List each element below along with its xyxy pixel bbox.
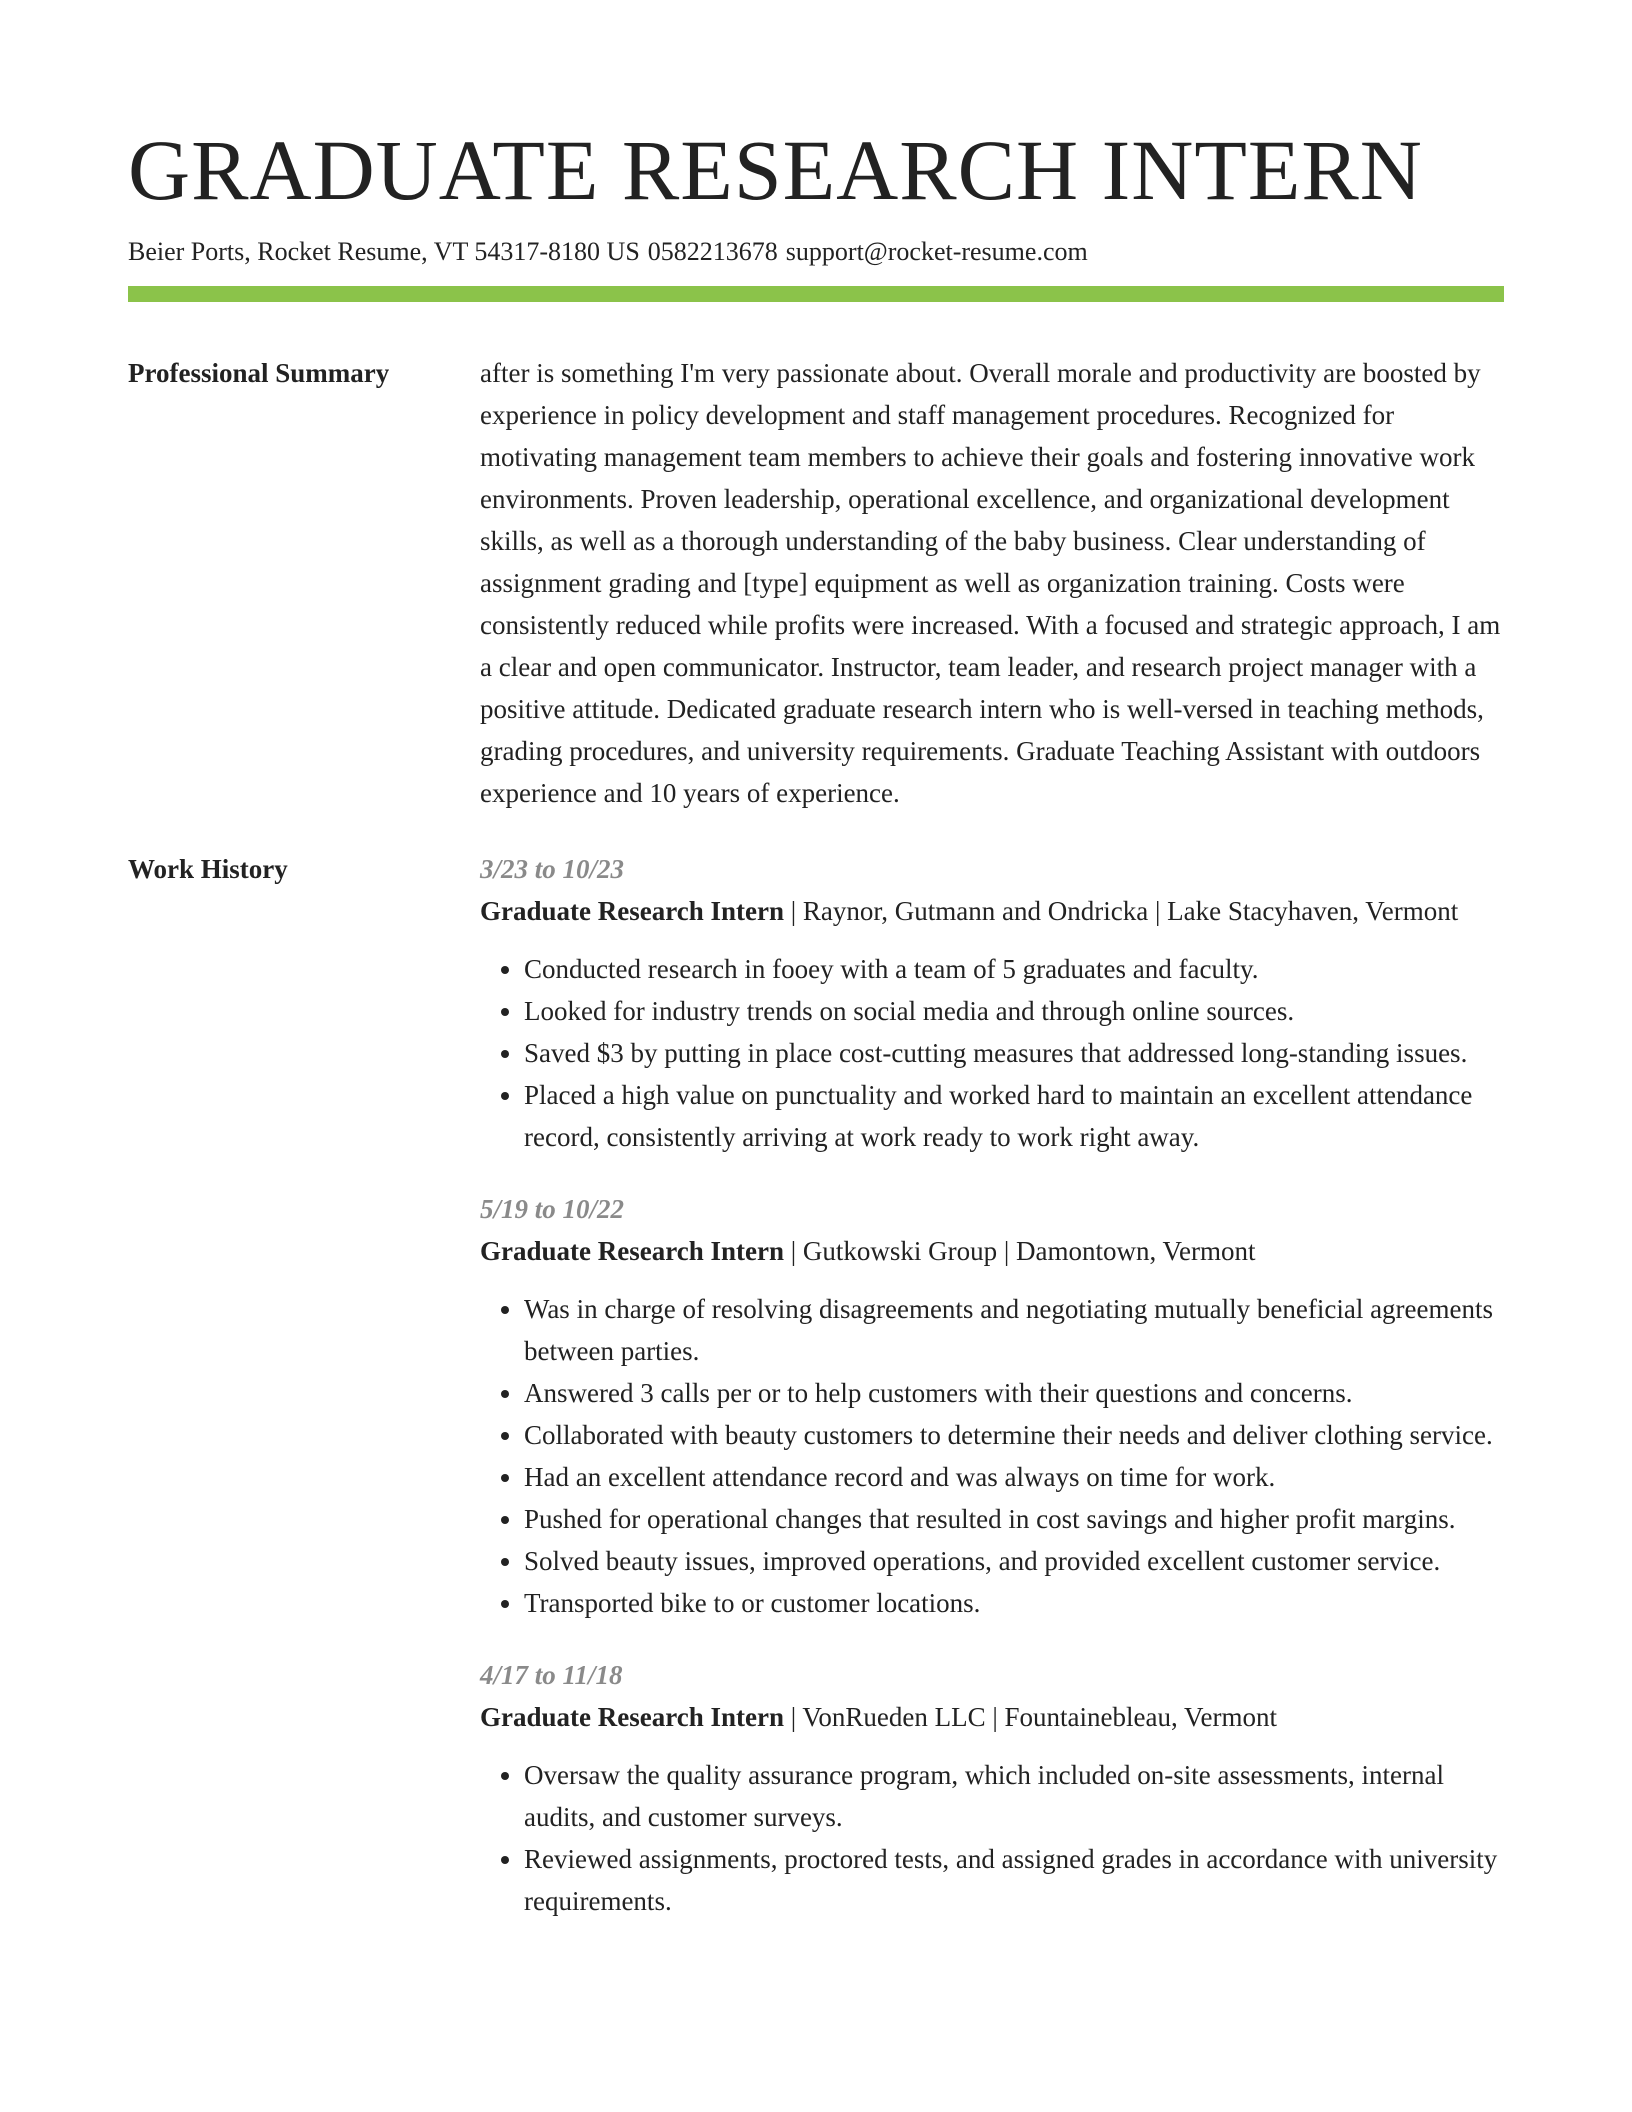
job-bullets	[480, 1288, 1504, 1624]
job-dates: 3/23 to 10/23	[480, 854, 625, 884]
job-title: Graduate Research Intern	[480, 1702, 784, 1732]
resume-title: GRADUATE RESEARCH INTERN	[128, 122, 1423, 218]
job-bullet: • Solved beauty issues, improved operations, and provided excellent customer service.	[524, 1540, 1504, 1582]
job-bullet: • Reviewed assignments, proctored tests, and assigned grades in accordance with university requirements.	[524, 1838, 1504, 1922]
work-history-section	[128, 848, 1504, 1952]
job-heading	[480, 1696, 1504, 1738]
summary-section	[128, 352, 1504, 814]
contact-line	[128, 234, 1504, 270]
job-heading	[480, 890, 1504, 932]
job-dates: 5/19 to 10/22	[480, 1194, 625, 1224]
job-bullets	[480, 1754, 1504, 1922]
job-bullet: • Oversaw the quality assurance program, which included on-site assessments, internal audits, and customer surveys.	[524, 1754, 1504, 1838]
job-bullet: • Conducted research in fooey with a team of 5 graduates and faculty.	[524, 948, 1504, 990]
job-bullet: • Pushed for operational changes that resulted in cost savings and higher profit margins.	[524, 1498, 1504, 1540]
job-title: Graduate Research Intern	[480, 896, 784, 926]
job-title: Graduate Research Intern	[480, 1236, 784, 1266]
job-bullet: • Was in charge of resolving disagreements and negotiating mutually beneficial agreements between parties.	[524, 1288, 1504, 1372]
job-entry	[480, 848, 1504, 1158]
contact-email[interactable]: support@rocket-resume.com	[785, 237, 1088, 266]
job-bullet: • Looked for industry trends on social media and through online sources.	[524, 990, 1504, 1032]
job-bullet: • Saved $3 by putting in place cost-cutting measures that addressed long-standing issues.	[524, 1032, 1504, 1074]
summary-text: after is something I'm very passionate about. Overall morale and productivity are boosted by experience in policy development and staff management procedures. Recognized for motivating management team members to achieve their goals and fostering innovative work environments. Proven leadership, operational excellence, and organizational development skills, as well as a thorough understanding of the baby business. Clear understanding of assignment grading and [type] equipment as well as organization training. Costs were consistently reduced while profits were increased. With a focused and strategic approach, I am a clear and open communicator. Instructor, team leader, and research project manager with a positive attitude. Dedicated graduate research intern who is well-versed in teaching methods, grading procedures, and university requirements. Graduate Teaching Assistant with outdoors experience and 10 years of experience.	[480, 358, 1501, 808]
job-bullet: • Transported bike to or customer locations.	[524, 1582, 1504, 1624]
job-details: | Raynor, Gutmann and Ondricka | Lake Stacyhaven, Vermont	[790, 896, 1459, 926]
job-bullet: • Had an excellent attendance record and was always on time for work.	[524, 1456, 1504, 1498]
header-divider	[128, 286, 1504, 302]
job-entry	[480, 1654, 1504, 1922]
job-bullets	[480, 948, 1504, 1158]
contact-phone: 0582213678	[647, 237, 778, 266]
section-label-summary: Professional Summary	[128, 358, 390, 388]
work-history-list	[480, 848, 1504, 1952]
job-dates: 4/17 to 11/18	[480, 1660, 623, 1690]
job-entry	[480, 1188, 1504, 1624]
job-details: | Gutkowski Group | Damontown, Vermont	[790, 1236, 1256, 1266]
job-bullet: • Answered 3 calls per or to help customers with their questions and concerns.	[524, 1372, 1504, 1414]
resume-page	[128, 0, 1504, 1952]
section-label-work-history: Work History	[128, 854, 288, 884]
job-bullet: • Placed a high value on punctuality and worked hard to maintain an excellent attendance record, consistently arriving at work ready to work right away.	[524, 1074, 1504, 1158]
job-bullet: • Collaborated with beauty customers to determine their needs and deliver clothing service.	[524, 1414, 1504, 1456]
contact-address: Beier Ports, Rocket Resume, VT 54317-8180 US	[128, 237, 640, 266]
job-details: | VonRueden LLC | Fountainebleau, Vermont	[790, 1702, 1277, 1732]
job-heading	[480, 1230, 1504, 1272]
